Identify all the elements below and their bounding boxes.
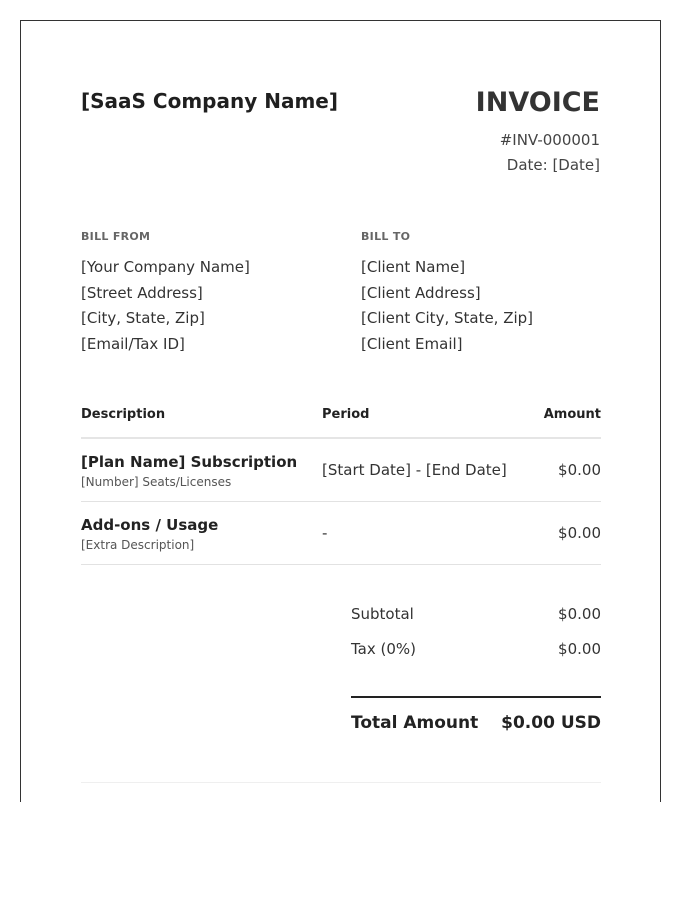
invoice-number: #INV-000001 bbox=[499, 131, 600, 149]
header-period: Period bbox=[322, 407, 370, 422]
bill-to-client-address: [Client Address] bbox=[361, 283, 481, 302]
invoice-title: INVOICE bbox=[475, 87, 600, 118]
item-amount: $0.00 bbox=[558, 524, 601, 542]
bill-to-client-email: [Client Email] bbox=[361, 334, 463, 353]
bill-from-city: [City, State, Zip] bbox=[81, 309, 205, 327]
bill-from-company: [Your Company Name] bbox=[81, 258, 250, 276]
bill-from-address bbox=[81, 255, 250, 357]
invoice-date: Date: [Date] bbox=[506, 156, 600, 174]
item-title: [Plan Name] Subscription bbox=[81, 453, 298, 471]
total-label: Total Amount bbox=[351, 713, 479, 733]
bill-to-client-city: [Client City, State, Zip] bbox=[361, 309, 534, 327]
company-name: [SaaS Company Name] bbox=[81, 89, 338, 113]
subtotal-value: $0.00 bbox=[558, 605, 601, 623]
footer-divider bbox=[81, 782, 601, 783]
item-subtitle: [Extra Description] bbox=[81, 538, 195, 552]
row-divider bbox=[81, 501, 601, 502]
bill-to-label: BILL TO bbox=[361, 230, 411, 243]
item-period: [Start Date] - [End Date] bbox=[322, 461, 507, 479]
tax-label: Tax (0%) bbox=[351, 640, 417, 658]
total-value: $0.00 USD bbox=[501, 713, 601, 733]
row-divider bbox=[81, 564, 601, 565]
bill-from-email: [Email/Tax ID] bbox=[81, 334, 185, 353]
item-title: Add-ons / Usage bbox=[81, 516, 219, 534]
header-divider bbox=[81, 437, 601, 439]
item-period: - bbox=[322, 524, 328, 542]
invoice-page bbox=[20, 20, 661, 802]
subtotal-label: Subtotal bbox=[351, 605, 414, 623]
bill-from-street: [Street Address] bbox=[81, 283, 203, 302]
bill-to-address bbox=[361, 255, 533, 357]
total-divider bbox=[351, 696, 601, 698]
header-amount: Amount bbox=[543, 407, 601, 422]
bill-to-client-name: [Client Name] bbox=[361, 258, 466, 276]
item-amount: $0.00 bbox=[558, 461, 601, 479]
tax-value: $0.00 bbox=[558, 640, 601, 658]
item-subtitle: [Number] Seats/Licenses bbox=[81, 475, 232, 489]
header-description: Description bbox=[81, 407, 166, 422]
bill-from-label: BILL FROM bbox=[81, 230, 151, 243]
